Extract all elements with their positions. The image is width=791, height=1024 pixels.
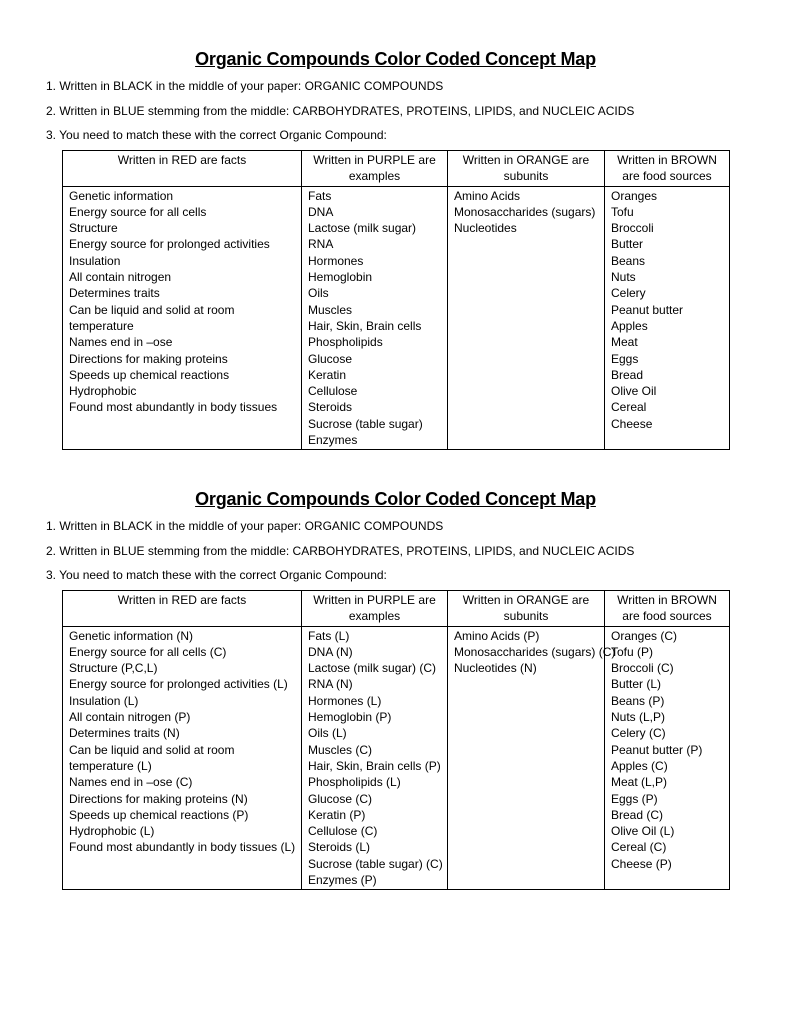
worksheet-section-blank [0,46,791,448]
example-item: Phospholipids [308,335,383,350]
food-item: Peanut butter (P) [611,742,703,757]
food-item: Butter (L) [611,677,662,692]
fact-item: Speeds up chemical reactions (P) [69,807,249,822]
example-item: Hormones [308,253,364,268]
header-facts: Written in RED are facts [63,151,302,187]
fact-item: Determines traits [69,286,160,301]
example-item: Hair, Skin, Brain cells [308,318,422,333]
page-title: Organic Compounds Color Coded Concept Map [195,49,596,69]
instruction-item: 3. You need to match these with the correct Organic Compound: [46,568,387,582]
header-subunits: Written in ORANGE are subunits [448,151,605,187]
worksheet-section-answers [0,486,791,888]
example-item: Hemoglobin [308,270,373,285]
example-item: Oils [308,286,329,301]
food-item: Oranges [611,188,658,203]
example-item: Lactose (milk sugar) (C) [308,661,437,676]
subunit-item: Monosaccharides (sugars) [454,204,596,219]
example-item: Muscles [308,302,353,317]
example-item: Cellulose (C) [308,824,378,839]
example-item: Fats [308,188,332,203]
fact-item: Names end in –ose [69,335,173,350]
fact-item: Energy source for all cells [69,204,207,219]
food-sources-cell [605,626,730,890]
subunits-cell [448,186,605,450]
food-item: Cereal (C) [611,840,667,855]
example-item: Sucrose (table sugar) (C) [308,856,443,871]
instruction-item: 2. Written in BLUE stemming from the middle: CARBOHYDRATES, PROTEINS, LIPIDS, and NUCLEIC ACIDS [46,544,635,558]
fact-item: Speeds up chemical reactions [69,367,230,382]
example-item: Cellulose [308,384,358,399]
example-item: Keratin (P) [308,807,366,822]
fact-item: Structure (P,C,L) [69,661,158,676]
fact-item: Can be liquid and solid at room temperature (L) [69,742,235,773]
example-item: Hormones (L) [308,693,382,708]
fact-item: Genetic information [69,188,174,203]
food-item: Meat [611,335,638,350]
fact-item: Energy source for prolonged activities (L) [69,677,288,692]
subunit-item: Amino Acids (P) [454,628,540,643]
example-item: Glucose (C) [308,791,373,806]
concept-table [62,590,730,890]
food-item: Broccoli [611,221,654,236]
example-item: Lactose (milk sugar) [308,221,417,236]
example-item: RNA [308,237,334,252]
examples-cell [302,626,448,890]
table-row [63,626,730,890]
example-item: Fats (L) [308,628,350,643]
subunit-item: Nucleotides (N) [454,661,537,676]
food-item: Butter [611,237,644,252]
food-item: Beans (P) [611,693,665,708]
subunit-item: Monosaccharides (sugars) (C) [454,644,616,659]
fact-item: Can be liquid and solid at room temperature [69,302,235,333]
table-row [63,186,730,450]
example-item: Phospholipids (L) [308,775,401,790]
table-header-row [63,591,730,627]
header-food-sources: Written in BROWN are food sources [605,591,730,627]
fact-item: All contain nitrogen (P) [69,710,191,725]
example-item: RNA (N) [308,677,353,692]
example-item: DNA [308,204,334,219]
food-item: Cereal [611,400,647,415]
subunit-item: Amino Acids [454,188,521,203]
header-subunits: Written in ORANGE are subunits [448,591,605,627]
food-item: Eggs (P) [611,791,658,806]
fact-item: Insulation (L) [69,693,139,708]
fact-item: Hydrophobic (L) [69,824,155,839]
food-item: Olive Oil (L) [611,824,675,839]
concept-table [62,150,730,450]
header-facts: Written in RED are facts [63,591,302,627]
fact-item: Energy source for prolonged activities [69,237,270,252]
food-item: Nuts (L,P) [611,710,666,725]
food-item: Eggs [611,351,639,366]
fact-item: Hydrophobic [69,384,137,399]
fact-item: Directions for making proteins [69,351,228,366]
food-item: Peanut butter [611,302,684,317]
example-item: DNA (N) [308,644,353,659]
example-item: Sucrose (table sugar) [308,416,423,431]
example-item: Steroids [308,400,353,415]
food-item: Apples [611,318,648,333]
food-item: Apples (C) [611,758,668,773]
header-examples: Written in PURPLE are examples [302,591,448,627]
food-item: Broccoli (C) [611,661,674,676]
instruction-item: 2. Written in BLUE stemming from the middle: CARBOHYDRATES, PROTEINS, LIPIDS, and NUCLEIC ACIDS [46,104,635,118]
food-item: Meat (L,P) [611,775,668,790]
facts-cell [63,626,302,890]
fact-item: Genetic information (N) [69,628,194,643]
fact-item: Determines traits (N) [69,726,180,741]
food-item: Nuts [611,270,636,285]
fact-item: Energy source for all cells (C) [69,644,227,659]
fact-item: Names end in –ose (C) [69,775,193,790]
example-item: Steroids (L) [308,840,371,855]
fact-item: Directions for making proteins (N) [69,791,248,806]
example-item: Enzymes (P) [308,873,377,888]
fact-item: Found most abundantly in body tissues [69,400,278,415]
food-item: Celery (C) [611,726,666,741]
example-item: Hemoglobin (P) [308,710,392,725]
example-item: Enzymes [308,433,358,448]
header-food-sources: Written in BROWN are food sources [605,151,730,187]
instruction-item: 3. You need to match these with the correct Organic Compound: [46,128,387,142]
food-item: Cheese [611,416,653,431]
food-item: Cheese (P) [611,856,672,871]
fact-item: Found most abundantly in body tissues (L) [69,840,296,855]
fact-item: Structure [69,221,118,236]
fact-item: Insulation [69,253,121,268]
table-header-row [63,151,730,187]
examples-cell [302,186,448,450]
facts-cell [63,186,302,450]
example-item: Hair, Skin, Brain cells (P) [308,758,441,773]
food-item: Celery [611,286,646,301]
food-item: Oranges (C) [611,628,678,643]
subunits-cell [448,626,616,890]
example-item: Muscles (C) [308,742,373,757]
food-item: Bread (C) [611,807,664,822]
subunit-item: Nucleotides [454,221,517,236]
food-item: Olive Oil [611,384,657,399]
instruction-item: 1. Written in BLACK in the middle of your paper: ORGANIC COMPOUNDS [46,519,444,533]
fact-item: All contain nitrogen [69,270,172,285]
page-title: Organic Compounds Color Coded Concept Map [195,489,596,509]
example-item: Oils (L) [308,726,347,741]
food-item: Tofu (P) [611,644,654,659]
example-item: Glucose [308,351,353,366]
food-item: Bread [611,367,644,382]
food-sources-cell [605,186,730,450]
food-item: Tofu [611,204,634,219]
instruction-item: 1. Written in BLACK in the middle of your paper: ORGANIC COMPOUNDS [46,79,444,93]
header-examples: Written in PURPLE are examples [302,151,448,187]
example-item: Keratin [308,367,347,382]
food-item: Beans [611,253,646,268]
